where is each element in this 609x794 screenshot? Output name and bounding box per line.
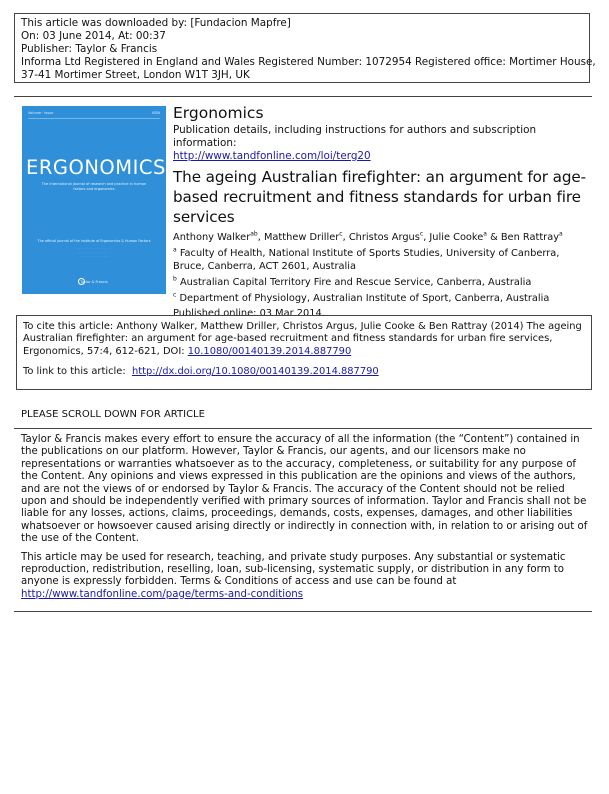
author-affiliation-marker: a <box>483 230 487 238</box>
terms-link[interactable]: http://www.tandfonline.com/page/terms-and-conditions <box>21 588 304 600</box>
download-info-box <box>14 13 596 83</box>
author-affiliation-marker: c <box>419 230 424 238</box>
cover-subtitle: The international journal of research and practice in human factors and ergonomics <box>41 182 147 191</box>
article-metadata <box>173 104 593 320</box>
article-url-link[interactable]: http://dx.doi.org/10.1080/00140139.2014.887790 <box>131 365 379 377</box>
author-name: , Christos Argus <box>342 232 420 243</box>
divider <box>14 428 592 429</box>
scroll-notice: PLEASE SCROLL DOWN FOR ARTICLE <box>21 409 205 420</box>
publisher: Publisher: Taylor & Francis <box>21 43 158 55</box>
author-affiliation-marker: ab <box>250 230 258 238</box>
cover-masthead: ERGONOMICS <box>26 156 166 179</box>
downloaded-by: This article was downloaded by: [Fundacion Mapfre] <box>21 17 291 29</box>
download-date: On: 03 June 2014, At: 00:37 <box>21 30 166 42</box>
cover-official-line: The official journal of the Institute of Ergonomics & Human Factors <box>37 239 151 243</box>
author-list <box>173 231 593 244</box>
author-name: , Julie Cooke <box>423 232 484 243</box>
author-affiliation-marker: c <box>339 230 343 238</box>
doi-link[interactable]: 10.1080/00140139.2014.887790 <box>187 345 352 357</box>
published-online-date: Published online: 03 Mar 2014. <box>173 308 325 319</box>
cover-editors: · · · · · · · · · · · · · · · · · · · · · · · · · · · · · · · · · · · · · · · · · · · · · · · · <box>77 246 111 258</box>
journal-name: Ergonomics <box>173 104 264 122</box>
terms-section <box>21 434 589 607</box>
disclaimer-paragraph: Taylor & Francis makes every effort to ensure the accuracy of all the information (the “Content”) contained in the publications on our platform. However, Taylor & Francis, our agents, and our licensors make no representations or warranties whatsoever as to the accuracy, completeness, or suitability for any purpose of the Content. Any opinions and views expressed in this publication are the opinions and views of the authors, and are not the views of or endorsed by Taylor & Francis. The accuracy of the Content should not be relied upon and should be independently verified with primary sources of information. Taylor and Francis shall not be liable for any losses, actions, claims, proceedings, demands, costs, expenses, damages, and other liabilities whatsoever or howsoever caused arising directly or indirectly in connection with, in relation to or arising out of the use of the Content. <box>21 434 588 545</box>
author-name: & Ben Rattray <box>486 232 560 243</box>
citation-box <box>16 315 592 390</box>
journal-link[interactable]: http://www.tandfonline.com/loi/terg20 <box>173 150 371 162</box>
article-link-line: To link to this article: http://dx.doi.org/10.1080/00140139.2014.887790 <box>23 365 379 377</box>
usage-paragraph: This article may be used for research, teaching, and private study purposes. Any substantial or systematic reproduction, redistribution, reselling, loan, sub-licensing, systematic supply, or distribution in any form to anyone is expressly forbidden. Terms & Conditions of access and use can be found at http://www.tandfonline.com/page/terms-and-conditions <box>21 551 566 600</box>
citation-text: To cite this article: Anthony Walker, Matthew Driller, Christos Argus, Julie Cooke & Ben Rattray (2014) The ageing Australian firefighter: an argument for age-based recruitment and fitness standards for urban fire services, Ergonomics, 57:4, 612-621, DOI: 10.1080/00140139.2014.887790 <box>23 321 582 357</box>
affiliation-a: $^a$ Faculty of Health, National Institute of Sports Studies, University of Canberra, Bruce, Canberra, ACT 2601, Australia <box>173 246 560 272</box>
divider <box>14 611 592 612</box>
article-title: The ageing Australian firefighter: an argument for age-based recruitment and fitness standards for urban fire services <box>173 168 587 226</box>
affiliation-c: $^c$ Department of Physiology, Australian Institute of Sport, Canberra, Australia <box>173 291 550 304</box>
divider <box>14 96 592 97</box>
affiliation-b: $^b$ Australian Capital Territory Fire and Rescue Service, Canberra, Australia <box>173 275 532 288</box>
registered-address: 37-41 Mortimer Street, London W1T 3JH, UK <box>21 69 250 81</box>
registration-info: Informa Ltd Registered in England and Wales Registered Number: 1072954 Registered office: Mortimer House, <box>21 56 596 68</box>
author-affiliation-marker: a <box>559 230 563 238</box>
author-name: , Matthew Driller <box>257 232 340 243</box>
journal-cover-image: Volume · Issue ISSN ERGONOMICS The international journal of research and practice in human factors and ergonomics The official journal of the Institute of Ergonomics & Human Factors · · · · · · · · · · · · · · · · · · · · · · · · · · · · · · · · · · · · · · · · · · · · · · · · Taylor & Francis <box>22 106 166 294</box>
publication-details: Publication details, including instructions for authors and subscription information: <box>173 124 537 149</box>
cover-publisher: Taylor & Francis <box>80 280 108 284</box>
author-name: Anthony Walker <box>173 232 251 243</box>
